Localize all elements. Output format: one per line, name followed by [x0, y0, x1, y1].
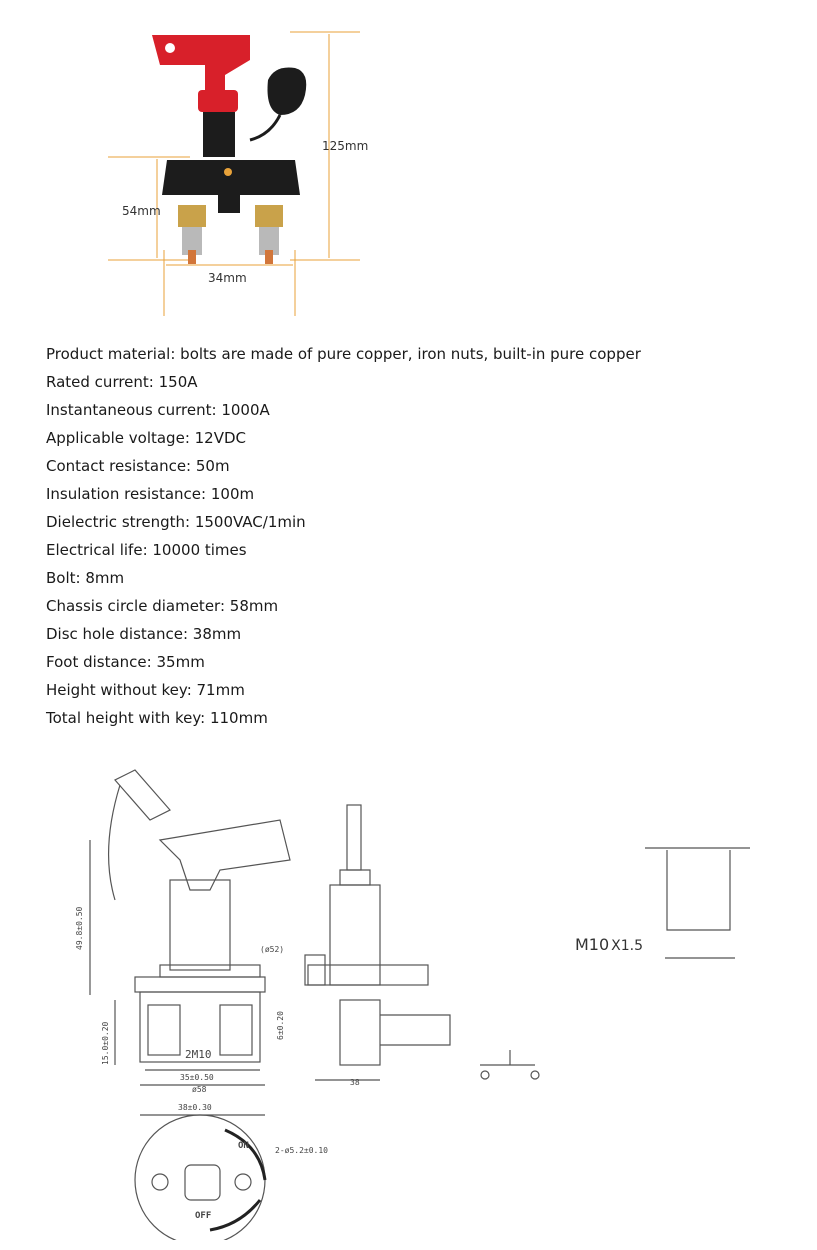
spec-item: Insulation resistance: 100m	[46, 485, 255, 503]
spec-label: Height without key	[46, 681, 187, 699]
spec-item: Total height with key: 110mm	[46, 709, 268, 727]
spec-label: Dielectric strength	[46, 513, 185, 531]
spec-label: Foot distance	[46, 653, 147, 671]
dim-side: 6±0.20	[276, 1011, 285, 1040]
label-on: ON	[238, 1141, 249, 1151]
spec-value: 12VDC	[194, 429, 247, 447]
dim-hole-dia: 2-ø5.2±0.10	[275, 1146, 328, 1155]
spec-item: Contact resistance: 50m	[46, 457, 230, 475]
spec-value: 10000 times	[152, 541, 247, 559]
spec-item: Foot distance: 35mm	[46, 653, 205, 671]
spec-value: 8mm	[85, 569, 125, 587]
spec-label: Instantaneous current	[46, 401, 212, 419]
spec-item: Rated current: 150A	[46, 373, 198, 391]
dim-shaft: (ø52)	[260, 945, 285, 954]
spec-value: 50m	[195, 457, 230, 475]
spec-label: Chassis circle diameter	[46, 597, 220, 615]
spec-label: Rated current	[46, 373, 149, 391]
dim-foot: 35±0.50	[180, 1073, 214, 1082]
top-view	[135, 1115, 265, 1240]
dim-base-height: 54mm	[122, 204, 161, 218]
dim-height-key: 49.8±0.50	[75, 906, 84, 950]
spec-item: Electrical life: 10000 times	[46, 541, 247, 559]
dim-side-width: 38	[350, 1078, 360, 1087]
spec-label: Contact resistance	[46, 457, 187, 475]
spec-value: 38mm	[192, 625, 242, 643]
spec-label: Disc hole distance	[46, 625, 183, 643]
spec-label: Total height with key	[46, 709, 201, 727]
dim-total-height: 125mm	[322, 139, 369, 153]
dim-thread: 2M10	[185, 1048, 212, 1061]
spec-value: 1000A	[221, 401, 270, 419]
terminals	[178, 205, 283, 264]
spec-item: Applicable voltage: 12VDC	[46, 429, 247, 447]
dim-holes: 38±0.30	[178, 1103, 212, 1112]
spec-value: 58mm	[229, 597, 279, 615]
dust-cap	[250, 68, 306, 141]
front-view	[90, 770, 290, 1085]
spec-label: Product material	[46, 345, 171, 363]
spec-value: 35mm	[156, 653, 205, 671]
technical-drawing	[60, 740, 780, 1240]
spec-item: Product material: bolts are made of pure copper, iron nuts, built-in pure copper	[46, 345, 641, 363]
thread-view	[645, 848, 750, 958]
product-photo	[100, 20, 370, 320]
spec-value: 71mm	[196, 681, 245, 699]
side-view	[305, 805, 450, 1080]
switch-body	[162, 112, 300, 213]
spec-item: Dielectric strength: 1500VAC/1min	[46, 513, 306, 531]
spec-value: bolts are made of pure copper, iron nuts, built-in pure copper	[180, 345, 641, 363]
spec-item: Bolt: 8mm	[46, 569, 125, 587]
red-key	[152, 35, 250, 112]
label-off: OFF	[195, 1211, 212, 1221]
thread-spec	[575, 935, 643, 954]
spec-list	[46, 340, 786, 732]
spec-item: Height without key: 71mm	[46, 681, 245, 699]
spec-label: Electrical life	[46, 541, 143, 559]
thread-pitch-label: X1.5	[611, 938, 644, 954]
dim-diameter: ø58	[192, 1085, 207, 1094]
spec-value: 150A	[158, 373, 198, 391]
dim-base: 15.0±0.20	[101, 1021, 110, 1065]
spec-item: Disc hole distance: 38mm	[46, 625, 242, 643]
spec-label: Insulation resistance	[46, 485, 202, 503]
spec-item: Chassis circle diameter: 58mm	[46, 597, 279, 615]
spec-value: 100m	[210, 485, 255, 503]
spec-label: Bolt	[46, 569, 76, 587]
spec-value: 110mm	[209, 709, 268, 727]
spec-label: Applicable voltage	[46, 429, 185, 447]
schematic-symbol	[480, 1050, 539, 1079]
spec-value: 1500VAC/1min	[194, 513, 306, 531]
dim-width: 34mm	[208, 271, 247, 285]
thread-spec-label: M10	[575, 935, 610, 954]
spec-item: Instantaneous current: 1000A	[46, 401, 270, 419]
